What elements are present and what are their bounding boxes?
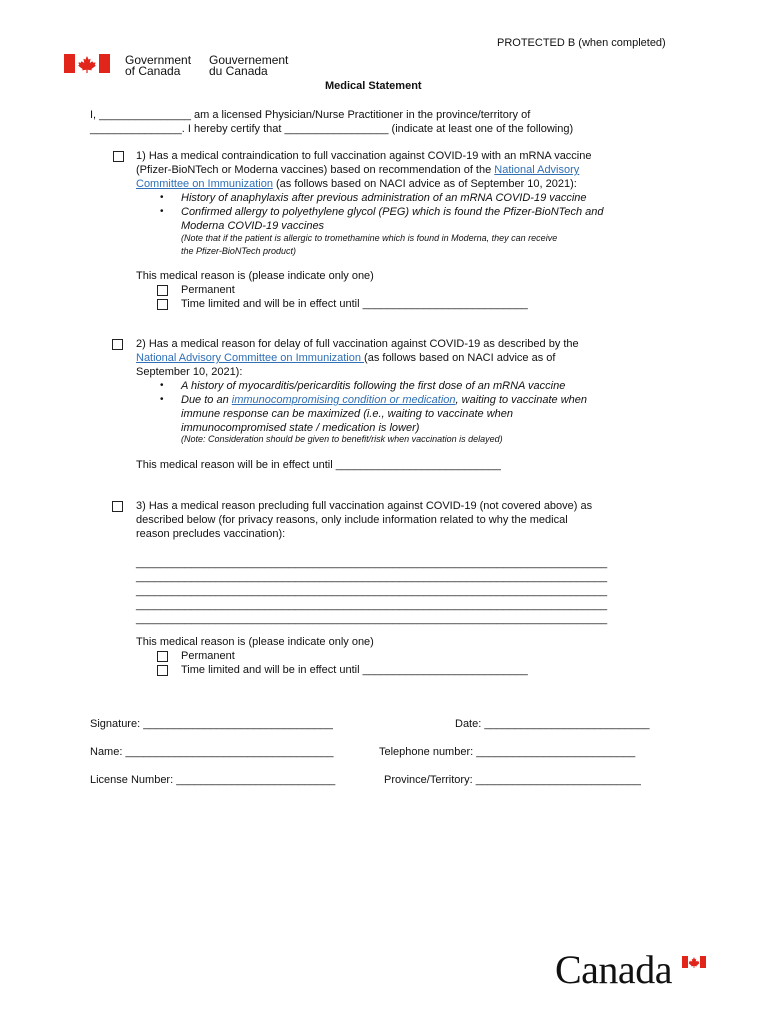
license-number-field[interactable]: License Number: __________________________ [90, 774, 336, 786]
section3-blank-line[interactable]: _____________________________________________________________________________ [136, 585, 608, 597]
intro-line2: _______________. I hereby certify that _________________ (indicate at least one of the following) [90, 123, 574, 135]
gov-fr-line2: du Canada [209, 64, 268, 78]
section1-bullet2-line2: Moderna COVID-19 vaccines [181, 220, 325, 232]
section3-permanent-label: Permanent [181, 650, 235, 662]
section1-reason-label: This medical reason is (please indicate only one) [136, 270, 374, 282]
name-field[interactable]: Name: __________________________________ [90, 746, 334, 758]
intro-line1: I, _______________ am a licensed Physician/Nurse Practitioner in the province/territory of [90, 109, 531, 121]
section1-bullet2-line1: Confirmed allergy to polyethylene glycol (PEG) which is found the Pfizer-BioNTech and [181, 206, 604, 218]
section1-permanent-label: Permanent [181, 284, 235, 296]
section2-note: (Note: Consideration should be given to benefit/risk when vaccination is delayed) [181, 434, 503, 444]
section3-checkbox[interactable] [112, 501, 123, 512]
section2-bullet2-pre: Due to an [181, 394, 232, 406]
section3-time-limited-checkbox[interactable] [157, 665, 168, 676]
section1-line3 [136, 177, 577, 191]
naci-link-1a[interactable]: National Advisory [494, 164, 580, 176]
section2-bullet1: A history of myocarditis/pericarditis following the first dose of an mRNA vaccine [181, 380, 566, 392]
section1-time-limited-checkbox[interactable] [157, 299, 168, 310]
page-title: Medical Statement [325, 80, 422, 92]
immunocompromising-link[interactable]: immunocompromising condition or medication [231, 394, 456, 406]
bullet-icon: • [160, 394, 164, 405]
protected-label: PROTECTED B (when completed) [497, 37, 666, 49]
section3-blank-line[interactable]: _____________________________________________________________________________ [136, 599, 608, 611]
section1-note-line2: the Pfizer-BioNTech product) [181, 246, 297, 256]
section2-bullet2-line1 [181, 393, 587, 407]
section3-time-limited-label: Time limited and will be in effect until ___________________________ [181, 664, 528, 676]
canada-wordmark-text: Canada [555, 947, 672, 992]
section1-permanent-checkbox[interactable] [157, 285, 168, 296]
section3-permanent-checkbox[interactable] [157, 651, 168, 662]
naci-link-2[interactable]: National Advisory Committee on Immunization [136, 352, 365, 364]
section3-line3: reason precludes vaccination): [136, 528, 286, 540]
gov-en-line1: Government [125, 53, 192, 67]
section1-line2-text: (Pfizer-BioNTech or Moderna vaccines) based on recommendation of the [136, 164, 495, 176]
section1-line3-text: (as follows based on NACI advice as of September 10, 2021): [272, 178, 577, 190]
section2-line3: September 10, 2021): [136, 366, 243, 378]
section3-blank-line[interactable]: _____________________________________________________________________________ [136, 613, 608, 625]
section2-effect: This medical reason will be in effect until ___________________________ [136, 459, 501, 471]
section1-line1: 1) Has a medical contraindication to full vaccination against COVID-19 with an mRNA vaccine [136, 150, 592, 162]
naci-link-1b[interactable]: Committee on Immunization [136, 178, 273, 190]
telephone-field[interactable]: Telephone number: __________________________ [379, 746, 636, 758]
signature-field[interactable]: Signature: _______________________________ [90, 718, 333, 730]
section1-bullet1: History of anaphylaxis after previous administration of an mRNA COVID-19 vaccine [181, 192, 587, 204]
section3-blank-line[interactable]: _____________________________________________________________________________ [136, 571, 608, 583]
bullet-icon: • [160, 192, 164, 203]
section1-note-line1: (Note that if the patient is allergic to tromethamine which is found in Moderna, they can receive [181, 233, 558, 243]
section2-bullet2-line3: immunocompromised state / medication is lower) [181, 422, 420, 434]
section2-bullet2-post: , waiting to vaccinate when [455, 394, 587, 406]
section2-line2-text: (as follows based on NACI advice as of [364, 352, 556, 364]
section3-line1: 3) Has a medical reason precluding full vaccination against COVID-19 (not covered above) as [136, 500, 593, 512]
canada-flag-icon [64, 54, 110, 73]
section2-line2 [136, 351, 555, 365]
section3-reason-label: This medical reason is (please indicate only one) [136, 636, 374, 648]
wordmark-flag-icon [682, 956, 706, 968]
section1-line2 [136, 163, 579, 177]
section3-blank-line[interactable]: _____________________________________________________________________________ [136, 557, 608, 569]
section2-checkbox[interactable] [112, 339, 123, 350]
gov-fr-line1: Gouvernement [209, 53, 289, 67]
section1-time-limited-label: Time limited and will be in effect until ___________________________ [181, 298, 528, 310]
bullet-icon: • [160, 380, 164, 391]
canada-wordmark [555, 947, 715, 994]
section2-line1: 2) Has a medical reason for delay of full vaccination against COVID-19 as described by the [136, 338, 579, 350]
gov-en-line2: of Canada [125, 64, 181, 78]
bullet-icon: • [160, 206, 164, 217]
section1-checkbox[interactable] [113, 151, 124, 162]
province-territory-field[interactable]: Province/Territory: ___________________________ [384, 774, 641, 786]
date-field[interactable]: Date: ___________________________ [455, 718, 650, 730]
section2-bullet2-line2: immune response can be maximized (i.e., waiting to vaccinate when [181, 408, 513, 420]
section3-line2: described below (for privacy reasons, only include information related to why the medical [136, 514, 568, 526]
